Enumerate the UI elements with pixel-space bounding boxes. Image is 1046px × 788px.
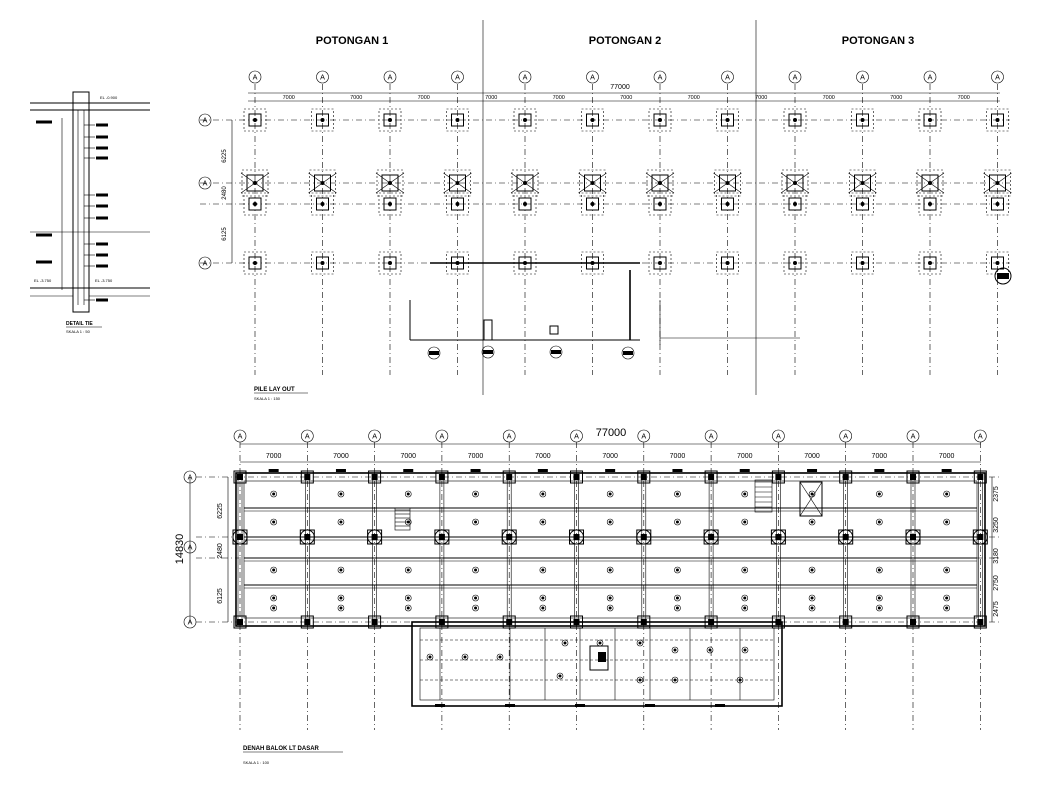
slab-marker-core xyxy=(945,569,948,572)
annex-marker-core xyxy=(674,679,677,682)
beam-column-core xyxy=(506,534,512,540)
pile-grid-bubble-top-label: A xyxy=(995,72,1000,82)
pile-layout-title: PILE LAY OUT xyxy=(254,387,295,393)
pile-point xyxy=(456,118,460,122)
slab-marker-core xyxy=(541,597,544,600)
beam-tag xyxy=(740,469,750,472)
slab-marker-core xyxy=(811,493,814,496)
beam-column-core xyxy=(910,619,916,625)
annex-marker-core xyxy=(744,649,747,652)
beam-bay-dimension: 7000 xyxy=(602,453,618,460)
beam-grid-bubble-top-label: A xyxy=(439,431,445,441)
beam-tag xyxy=(874,469,884,472)
pile-vdim-1: 6225 xyxy=(222,149,228,163)
slab-marker-core xyxy=(676,569,679,572)
pile-overall-dimension: 77000 xyxy=(610,84,630,91)
pile-grid-bubble-top-label: A xyxy=(657,72,663,82)
beam-left-dim-2: 2480 xyxy=(217,543,224,559)
pile-grid-bubble-top-label: A xyxy=(927,72,933,82)
beam-grid-bubble-top-label: A xyxy=(843,431,849,441)
pile-point xyxy=(253,202,257,206)
slab-marker-core xyxy=(878,607,881,610)
pile-small-cap xyxy=(484,320,492,340)
pile-grid-bubble-left-label: A xyxy=(202,178,208,188)
beam-right-dim-5: 2475 xyxy=(993,601,1000,617)
pile-bay-dimension: 7000 xyxy=(552,95,565,101)
pile-point xyxy=(591,118,595,122)
pile-point xyxy=(928,261,932,265)
beam-column-core xyxy=(439,534,445,540)
slab-marker-core xyxy=(945,607,948,610)
annex-marker-core xyxy=(674,649,677,652)
slab-marker-core xyxy=(878,569,881,572)
slab-marker-core xyxy=(474,569,477,572)
slab-marker-core xyxy=(945,493,948,496)
beam-bay-dimension: 7000 xyxy=(535,453,551,460)
beam-bay-dimension: 7000 xyxy=(467,453,484,460)
beam-tag xyxy=(269,469,279,472)
pile-point xyxy=(996,261,1000,265)
slab-marker-core xyxy=(945,521,948,524)
beam-column-core xyxy=(574,534,580,540)
pile-point xyxy=(388,202,392,206)
slab-marker-core xyxy=(676,607,679,610)
beam-left-dim-1: 6225 xyxy=(217,503,224,519)
annex-marker-core xyxy=(639,642,642,645)
stair-block xyxy=(755,480,772,512)
beam-bay-dimension: 7000 xyxy=(669,453,686,460)
annex-outline xyxy=(412,622,782,706)
beam-plan-title: DENAH BALOK LT DASAR xyxy=(243,746,319,752)
pile-point xyxy=(861,261,865,265)
pile-grid-bubble-top-label: A xyxy=(252,72,258,82)
pile-vdim-3: 6125 xyxy=(222,227,228,241)
slab-marker-core xyxy=(609,607,612,610)
detail-note-mark-left xyxy=(36,234,52,237)
beam-column-core xyxy=(977,619,983,625)
annex-marker-core xyxy=(564,642,567,645)
slab-marker-core xyxy=(407,607,410,610)
section-title-1: POTONGAN 1 xyxy=(315,35,389,47)
detail-note-mark xyxy=(96,217,108,220)
slab-marker-core xyxy=(609,569,612,572)
pile-point xyxy=(321,202,325,206)
beam-grid-bubble-top-label: A xyxy=(910,431,916,441)
beam-bay-dimension: 7000 xyxy=(804,453,820,460)
slab-marker-core xyxy=(272,493,275,496)
detail-note-mark xyxy=(96,243,108,246)
pile-point xyxy=(996,118,1000,122)
beam-tag xyxy=(403,469,413,472)
pile-point xyxy=(658,261,662,265)
pile-grid-bubble-left-label: A xyxy=(202,115,208,125)
pile-bay-dimension: 7000 xyxy=(620,95,633,101)
pile-point xyxy=(928,118,932,122)
pile-detail-callout-fill xyxy=(483,350,493,354)
slab-marker-core xyxy=(474,493,477,496)
pile-grid-bubble-top-label: A xyxy=(455,72,460,82)
beam-right-dim-3: 3180 xyxy=(993,548,1000,564)
beam-right-dim-4: 2750 xyxy=(993,575,1000,591)
beam-tag xyxy=(605,469,615,472)
pile-point xyxy=(388,118,392,122)
beam-column-core xyxy=(372,619,378,625)
pile-point xyxy=(726,118,730,122)
beam-tag xyxy=(942,469,952,472)
beam-grid-bubble-top-label: A xyxy=(708,431,714,441)
pile-vdim-2: 2480 xyxy=(222,186,228,200)
slab-marker-core xyxy=(811,597,814,600)
annex-core-fill xyxy=(598,652,606,662)
pile-detail-callout-fill xyxy=(623,351,633,355)
beam-height-dimension: 14830 xyxy=(174,533,186,565)
section-title-3: POTONGAN 3 xyxy=(841,35,915,47)
slab-marker-core xyxy=(339,569,342,572)
pile-point xyxy=(523,202,527,206)
pile-grid-bubble-top-label: A xyxy=(590,72,595,82)
pile-detail-callout-fill xyxy=(551,350,561,354)
beam-column-core xyxy=(977,474,983,480)
pile-point xyxy=(861,118,865,122)
pile-detail-callout-fill xyxy=(429,351,439,355)
beam-grid-bubble-left-label: A xyxy=(187,472,193,482)
beam-column-core xyxy=(304,474,310,480)
detail-note-mark xyxy=(96,136,108,139)
beam-tag xyxy=(471,469,481,472)
beam-column-core xyxy=(775,534,781,540)
pile-point xyxy=(658,118,662,122)
pile-layout-plan xyxy=(199,71,1012,375)
pile-point xyxy=(793,202,797,206)
pile-point xyxy=(523,118,527,122)
beam-column-core xyxy=(304,619,310,625)
beam-grid-bubble-left-label: A xyxy=(187,617,193,627)
beam-column-core xyxy=(843,619,849,625)
slab-marker-core xyxy=(272,607,275,610)
annex-marker-core xyxy=(559,675,562,678)
beam-grid-bubble-top-label: A xyxy=(776,431,781,441)
slab-marker-core xyxy=(743,607,746,610)
annex-marker-core xyxy=(499,656,502,659)
pile-bay-dimension: 7000 xyxy=(890,95,903,101)
beam-grid-bubble-top-label: A xyxy=(304,431,310,441)
beam-bay-dimension: 7000 xyxy=(736,453,753,460)
pile-point xyxy=(388,261,392,265)
slab-marker-core xyxy=(676,521,679,524)
beam-column-core xyxy=(574,474,580,480)
pile-point xyxy=(726,261,730,265)
slab-marker-core xyxy=(339,521,342,524)
slab-marker-core xyxy=(609,521,612,524)
detail-note-mark xyxy=(96,147,108,150)
beam-column-core xyxy=(304,534,310,540)
detail-note-mark xyxy=(96,299,108,302)
pile-point xyxy=(321,118,325,122)
slab-marker-core xyxy=(811,607,814,610)
pile-bay-dimension: 7000 xyxy=(687,95,700,101)
slab-marker-core xyxy=(541,521,544,524)
beam-grid-bubble-top-label: A xyxy=(506,431,512,441)
detail-tie-section xyxy=(30,92,150,334)
beam-column-core xyxy=(910,534,916,540)
slab-marker-core xyxy=(339,493,342,496)
slab-marker-core xyxy=(743,521,746,524)
beam-grid-bubble-top-label: A xyxy=(574,431,579,441)
slab-marker-core xyxy=(609,597,612,600)
slab-marker-core xyxy=(272,569,275,572)
beam-grid-bubble-top-label: A xyxy=(372,431,377,441)
annex-tag xyxy=(575,704,585,707)
pile-point xyxy=(861,202,865,206)
slab-marker-core xyxy=(743,493,746,496)
pile-point xyxy=(928,202,932,206)
pile-point xyxy=(591,202,595,206)
slab-marker-core xyxy=(811,521,814,524)
slab-marker-core xyxy=(474,597,477,600)
annex-tag xyxy=(505,704,515,707)
pile-point xyxy=(996,202,1000,206)
pile-grid-bubble-top-label: A xyxy=(522,72,528,82)
slab-marker-core xyxy=(541,569,544,572)
annex-tag xyxy=(715,704,725,707)
pile-point xyxy=(321,261,325,265)
beam-column-core xyxy=(237,619,243,625)
pile-grid-bubble-top-label: A xyxy=(320,72,325,82)
slab-marker-core xyxy=(407,597,410,600)
beam-column-core xyxy=(372,534,378,540)
slab-marker-core xyxy=(339,607,342,610)
slab-marker-core xyxy=(743,569,746,572)
pile-north-marker-fill xyxy=(997,273,1009,279)
pile-bay-dimension: 7000 xyxy=(485,95,498,101)
annex-marker-core xyxy=(639,679,642,682)
beam-column-core xyxy=(708,534,714,540)
detail-note-mark xyxy=(96,254,108,257)
detail-note-mark-left xyxy=(36,121,52,124)
slab-marker-core xyxy=(945,597,948,600)
pile-point xyxy=(726,202,730,206)
pile-grid-bubble-left-label: A xyxy=(202,258,208,268)
beam-column-core xyxy=(775,474,781,480)
beam-bay-dimension: 7000 xyxy=(938,453,955,460)
slab-marker-core xyxy=(676,493,679,496)
beam-plan-scale: SKALA 1 : 100 xyxy=(243,760,270,765)
slab-marker-core xyxy=(407,569,410,572)
detail-note-mark xyxy=(96,124,108,127)
pile-bay-dimension: 7000 xyxy=(282,95,295,101)
pile-small-cap xyxy=(550,326,558,334)
beam-column-core xyxy=(910,474,916,480)
beam-outline-outer xyxy=(236,473,985,626)
beam-overall-dimension: 77000 xyxy=(595,427,627,439)
pile-bay-dimension: 7000 xyxy=(350,95,363,101)
beam-tag xyxy=(538,469,548,472)
slab-marker-core xyxy=(878,493,881,496)
detail-note-mark xyxy=(96,194,108,197)
detail-note-mark xyxy=(96,265,108,268)
detail-note-mark xyxy=(96,205,108,208)
beam-right-dim-1: 2375 xyxy=(993,486,1000,502)
detail-note-mark xyxy=(96,157,108,160)
slab-marker-core xyxy=(339,597,342,600)
pile-grid-bubble-top-label: A xyxy=(725,72,730,82)
beam-column-core xyxy=(641,474,647,480)
pile-grid-bubble-top-label: A xyxy=(860,72,865,82)
beam-column-core xyxy=(843,534,849,540)
beam-column-core xyxy=(977,534,983,540)
beam-column-core xyxy=(372,474,378,480)
beam-bay-dimension: 7000 xyxy=(265,453,282,460)
annex-tag xyxy=(435,704,445,707)
slab-marker-core xyxy=(407,493,410,496)
detail-title: DETAIL TIE xyxy=(66,321,93,327)
beam-left-dim-3: 6125 xyxy=(217,588,224,604)
beam-bay-dimension: 7000 xyxy=(333,453,349,460)
annex-outline-inner xyxy=(420,628,774,700)
slab-marker-core xyxy=(811,569,814,572)
beam-column-core xyxy=(843,474,849,480)
beam-plan xyxy=(184,430,1000,730)
section-title-2: POTONGAN 2 xyxy=(588,35,662,47)
beam-grid-bubble-top-label: A xyxy=(237,431,243,441)
annex-marker-core xyxy=(709,649,712,652)
annex-tag xyxy=(645,704,655,707)
slab-marker-core xyxy=(609,493,612,496)
pile-bay-dimension: 7000 xyxy=(417,95,430,101)
slab-marker-core xyxy=(676,597,679,600)
annex-marker-core xyxy=(429,656,432,659)
pile-layout-dimensions xyxy=(222,84,633,241)
beam-bay-dimension: 7000 xyxy=(400,453,417,460)
beam-right-dim-2: 3250 xyxy=(993,517,1000,533)
beam-column-core xyxy=(439,474,445,480)
annex-marker-core xyxy=(464,656,467,659)
beam-tag xyxy=(807,469,817,472)
beam-column-core xyxy=(506,474,512,480)
detail-level-bottom-right: EL -3.750 xyxy=(95,278,113,283)
slab-marker-core xyxy=(743,597,746,600)
detail-level-top: EL -0.900 xyxy=(100,95,118,100)
beam-column-core xyxy=(708,474,714,480)
pile-grid-bubble-top-label: A xyxy=(387,72,393,82)
beam-bay-dimension: 7000 xyxy=(871,453,888,460)
detail-note-mark-left xyxy=(36,261,52,264)
beam-column-core xyxy=(641,534,647,540)
slab-marker-core xyxy=(272,597,275,600)
pile-bay-dimension: 7000 xyxy=(822,95,835,101)
pile-point xyxy=(658,202,662,206)
pile-point xyxy=(456,202,460,206)
pile-point xyxy=(253,118,257,122)
annex-marker-core xyxy=(739,679,742,682)
slab-marker-core xyxy=(541,493,544,496)
slab-marker-core xyxy=(878,597,881,600)
slab-marker-core xyxy=(541,607,544,610)
detail-level-bottom-left: EL -3.750 xyxy=(34,278,52,283)
slab-marker-core xyxy=(878,521,881,524)
annex-marker-core xyxy=(599,642,602,645)
beam-column-core xyxy=(237,534,243,540)
detail-scale: SKALA 1 : 50 xyxy=(66,329,90,334)
slab-marker-core xyxy=(474,521,477,524)
beam-grid-bubble-left-label: A xyxy=(187,542,193,552)
pile-grid-bubble-top-label: A xyxy=(792,72,798,82)
beam-grid-bubble-top-label: A xyxy=(641,431,647,441)
pile-point xyxy=(253,261,257,265)
beam-tag xyxy=(672,469,682,472)
beam-tag xyxy=(336,469,346,472)
pile-point xyxy=(793,118,797,122)
pile-bay-dimension: 7000 xyxy=(957,95,970,101)
beam-column-core xyxy=(237,474,243,480)
beam-grid-bubble-top-label: A xyxy=(977,431,983,441)
pile-point xyxy=(793,261,797,265)
slab-marker-core xyxy=(474,607,477,610)
pile-bay-dimension: 7000 xyxy=(755,95,768,101)
pile-layout-scale: SKALA 1 : 150 xyxy=(254,396,281,401)
slab-marker-core xyxy=(272,521,275,524)
